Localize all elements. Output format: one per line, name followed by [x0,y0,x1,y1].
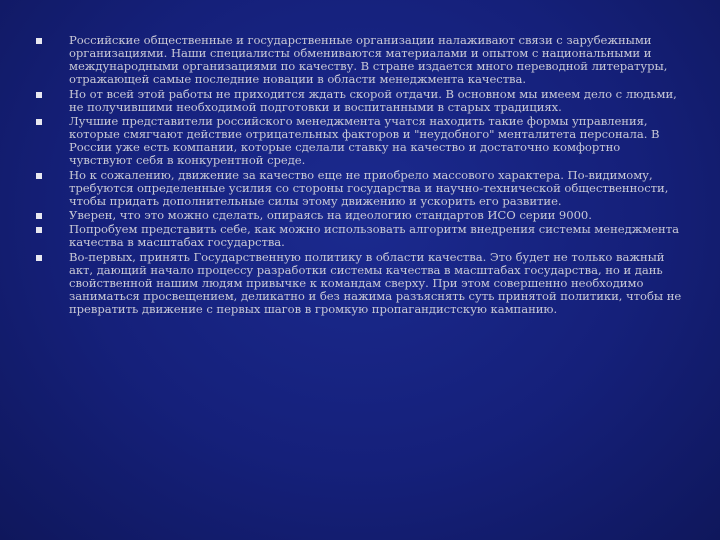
square-bullet-icon [36,213,42,219]
bullet-text: Лучшие представители российского менеджмента учатся находить такие формы управления, которые смягчают действие отрицательных факторов и "неудобного" менталитета персонала. В России уже есть компании, которые сделали ставку на качество и достаточно комфортно чувствуют себя в конкурентной среде. [69,113,660,168]
bullet-text: Но к сожалению, движение за качество еще не приобрело массового характера. По-видимому, требуются определенные усилия со стороны государства и научно-технической общественности, чтобы придать дополнительные силы этому движению и ускорить его развитие. [69,167,669,208]
square-bullet-icon [36,227,42,233]
square-bullet-icon [36,38,42,44]
bullet-text: Во-первых, принять Государственную политику в области качества. Это будет не только важный акт, дающий начало процессу разработки системы качества в масштабах государства, но и дань свойственной нашим людям привычке к командам сверху. При этом совершенно необходимо заниматься просвещением, деликатно и без нажима разъяснять суть принятой политики, чтобы не превратить движение с первых шагов в громкую пропагандистскую кампанию. [69,249,682,316]
bullet-item [36,88,686,114]
square-bullet-icon [36,92,42,98]
bullet-text: Российские общественные и государственные организации налаживают связи с зарубежными организациями. Наши специалисты обмениваются материалами и опытом с национальными и международными организациями по качеству. В стране издается много переводной литературы, отражающей самые последние новации в области менеджмента качества. [69,33,668,87]
bullet-item [36,34,686,86]
bullet-item [36,223,686,249]
bullet-text: Уверен, что это можно сделать, опираясь на идеологию стандартов ИСО серии 9000. [69,207,592,222]
bullet-item [36,115,686,167]
square-bullet-icon [36,173,42,179]
bullet-text: Но от всей этой работы не приходится ждать скорой отдачи. В основном мы имеем дело с людьми, не получившими необходимой подготовки и воспитанными в старых традициях. [69,86,677,114]
square-bullet-icon [36,119,42,125]
bullet-text: Попробуем представить себе, как можно использовать алгоритм внедрения системы менеджмента качества в масштабах государства. [69,222,679,250]
bullet-item [36,169,686,208]
bullet-list [36,34,686,317]
bullet-item [36,209,686,222]
bullet-item [36,251,686,316]
square-bullet-icon [36,255,42,261]
